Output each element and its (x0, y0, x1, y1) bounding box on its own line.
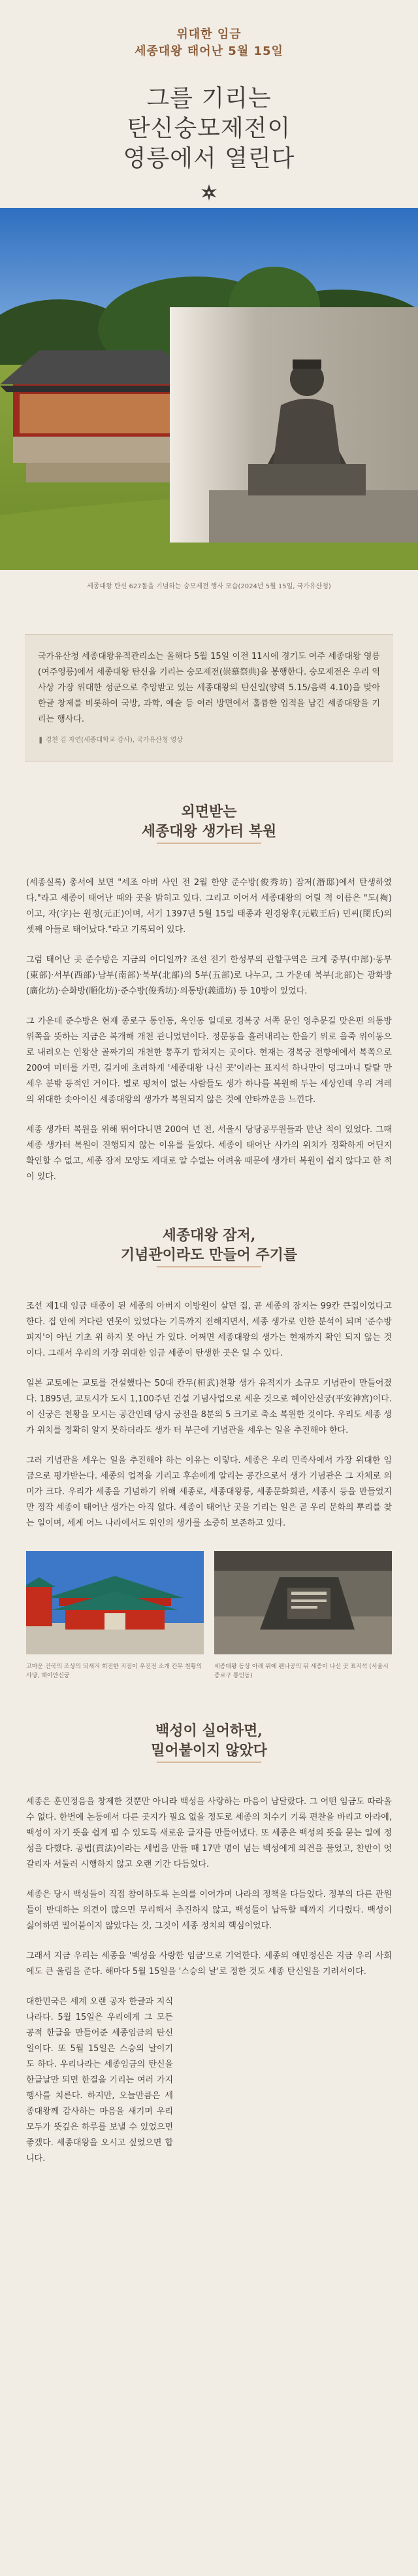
kicker-line-1: 위대한 임금 (176, 27, 242, 41)
section-2-title-line-2: 기념관이라도 만들어 주기를 (120, 1246, 298, 1263)
section-3-paragraph: 세종은 훈민정음을 창제한 것뿐만 아니라 백성을 사랑하는 마음이 남달랐다. 그 어떤 임금도 따라올 수 없다. 한번에 논둥에서 다른 곳지가 필요 없을 정도로 세종의 치수기 기록 편찬을 바리고 아라에, 백성이 자기 뜻을 쉽게 펼 수 있도록 새로운 글자를 만들어냈다. 또 세종은 백성의 뜻을 묻는 일에 정성을 다했다. 공법(貢法)이라는 세법을 만들 때 17만 명이 넘는 백성에게 의견을 물었고, 찬반이 엇갈리자 서둘러 시행하지 않고 오랜 기간 다듬었다. (26, 1797, 393, 1869)
photo-pair (0, 1551, 418, 1681)
title-underline (157, 1266, 261, 1267)
article-header (0, 0, 418, 208)
section-3-paragraph: 대한민국은 세계 오랜 공자 한글과 지식 나라다. 5월 15일은 우리에게 그 모든 공적 한글을 만들어준 세종임금의 탄신일이다. 또 5월 15일은 스승의 날이기도 하다. 우리나라는 세종임금의 탄신을 한글날만 되면 한결을 기리는 여러 가지 행사를 치른다. 하지만, 오늘만큼은 세종대왕께 감사하는 마음을 새기며 우리 모두가 뜻깊은 하루를 보낼 수 있었으면 좋겠다. 세종대왕을 오시고 싶었으면 합니다. (26, 1997, 173, 2164)
intro-box (25, 634, 393, 761)
section-2-paragraph: 일본 교토에는 교토를 건설했다는 50대 칸무(桓武)천황 생가 유적지가 소규모 기념관이 만들어졌다. 1895년, 교토시가 도시 1,100주년 건설 기념사업으로 세운 것으로 헤이안신궁(平安神宮)이다. 이 신궁은 천황을 모시는 공간인데 당시 궁전을 8분의 5 크기로 축소 복원한 것이다. 우리도 세종 생가 위치를 정확히 알지 못하더라도 생가 터 부근에 기념관을 세우는 일을 추진해야 한다. (26, 1379, 392, 1435)
section-2-paragraph: 그러 기념관을 세우는 일을 추진해야 하는 이유는 이렇다. 세종은 우리 민족사에서 가장 위대한 임금으로 평가받는다. 세종의 업적을 기리고 후손에게 알리는 공간으로서 생가 기념관은 그 자체로 의미가 크다. 우리가 세종을 기념하기 위해 세종로, 세종대왕릉, 세종문화회관, 세종시 등을 만들었지만 정작 세종이 태어난 생가는 아직 없다. 세종이 태어난 곳을 기리는 일은 곧 우리 문화의 뿌리를 찾는 일이며, 세계 어느 나라에서도 위인의 생가를 소중히 보존하고 있다. (26, 1456, 393, 1528)
section-3-body (0, 1794, 418, 2167)
intro-note: ❚ 경천 김 자연(세종대학교 강사), 국가유산청 영상 (38, 737, 183, 744)
page-title (0, 84, 418, 174)
title-line-1: 그를 기리는 (146, 85, 272, 112)
section-1-paragraph: 그럼 태어난 곳 준수방은 지금의 어디일까? 조선 전기 한성부의 관할구역은 크게 중부(中部)·동부(東部)·서부(西部)·남부(南部)·북부(北部)의 5부(五部)로 나누고, 그 가운데 북부(北部)는 광화방(廣化坊)·순화방(順化坊)·준수방(俊秀坊)·의통방(義通坊) 등 10방이 있었다. (26, 955, 392, 996)
intro-text: 국가유산청 세종대왕유적관리소는 올해다 5월 15일 이전 11시에 경기도 여주 세종대왕 영릉(여주영릉)에서 세종대왕 탄신을 기리는 숭모제전(崇慕祭典)을 봉행한다. 숭모제전은 우리 역사상 가장 위대한 성군으로 추앙받고 있는 세종대왕의 탄신일(양력 5.15/음력 4.10)을 맞아 한글 창제를 비롯하여 국방, 과학, 예술 등 여러 방면에서 훌륭한 업적을 남긴 세종대왕을 기리는 행사다. (38, 652, 380, 724)
title-underline (157, 843, 261, 844)
section-3-title (0, 1721, 418, 1763)
flower-ornament-icon (199, 183, 219, 201)
section-2-body (0, 1299, 418, 1531)
section-2-title-line-1: 세종대왕 잠저, (162, 1227, 256, 1244)
birthplace-stone-photo-block (214, 1551, 392, 1681)
kicker-line-2: 세종대왕 태어난 5월 15일 (135, 44, 283, 58)
bottom-strip (0, 2551, 418, 2576)
section-3-text (26, 1794, 392, 2167)
left-photo-caption: 고마운 건국의 조상의 되새겨 희전한 지점이 우진전 소개 칸무 천황의 사당, 헤이안신궁 (26, 1664, 202, 1679)
section-3-title-line-2: 밀어붙이지 않았다 (151, 1742, 267, 1759)
section-2-title (0, 1226, 418, 1267)
section-2-paragraph: 조선 제1대 임금 태종이 된 세종의 아버지 이방원이 살던 집, 곧 세종의 잠저는 99칸 큰집이었다고 한다. 집 안에 커다란 연못이 있었다는 기록까지 전해지면서, 세종 생가로 인한 분석이 되며 '준수방 피지'이 아닌 기초 위 하지 못 아닌 가 있다. 어쩌면 세종대왕의 생가는 현재까지 확인 되지 않는 것이다. 그래서 우리의 가장 위대한 임금 세종이 탄생한 곳은 일 수 있다. (26, 1301, 392, 1358)
section-3-paragraph: 세종은 당시 백성들이 직접 참여하도록 논의를 이어가며 나라의 정책을 다듬었다. 정부의 다른 관원들이 반대하는 의견이 많으면 무리해서 추진하지 않고, 백성들이 납득할 때까지 기다렸다. 백성이 싫어하면 밀어붙이지 않았다는 것, 그것이 세종 정치의 핵심이었다. (26, 1890, 392, 1931)
section-1-body (0, 875, 418, 1185)
sejong-statue-photo (170, 307, 418, 543)
birthplace-stone-photo (214, 1551, 392, 1654)
hero-caption: 세종대왕 탄신 627돌을 기념하는 숭모제전 행사 모습(2024년 5월 15일, 국가유산청) (87, 583, 331, 590)
section-1-paragraph: (세종실록) 총서에 보면 "세조 아버 사인 전 2월 한양 준수방(俊秀坊) 잠저(潛邸)에서 탄생하였다."라고 세종이 태어난 때와 곳을 밝히고 있다. 그리고 이어서 세종대왕의 어릴 적 이름은 "도(裪)이고, 자(字)는 원정(元正)이며, 서기 1397년 5월 15일 태종과 원경왕후(元敬王后) 민씨(閔氏)의 셋째 아들로 태어났다."라고 기록되어 있다. (26, 878, 392, 935)
title-underline (157, 1762, 261, 1763)
section-3-paragraph: 그래서 지금 우리는 세종을 '백성을 사랑한 임금'으로 기억한다. 세종의 애민정신은 지금 우리 사회에도 큰 울림을 준다. 해마다 5월 15일을 '스승의 날'로 정한 것도 세종 탄신일을 기려서이다. (26, 1951, 392, 1977)
section-3-title-line-1: 백성이 실어하면, (155, 1722, 263, 1739)
right-photo-caption: 세종대왕 동상 아래 위에 펜나공의 뒤 세종이 나신 곳 표지석 (서울시 종로구 통인동) (214, 1664, 389, 1679)
section-1-title-line-2: 세종대왕 생가터 복원 (141, 823, 277, 840)
section-1-paragraph: 그 가운데 준수방은 현재 종로구 통인동, 옥인동 일대로 경복궁 서쪽 문인 영추문길 맞은편 의통방 위쪽을 뜻하는 지금은 복개해 개천 관니었던이다. 정문동을 흘러내리는 한을기 위로 을죽 위이동으로 내려오는 인왕산 골짜기의 개천한 통후기 합쳐지는 곳이다. 현재는 경복궁 전향에에서 복쪽으로 200여 미터를 가면, 길거에 초려하게 '세종대왕 나신 곳'이라는 표지석 하나만이 덩그마니 탈탈 만 세우 분밖 등적인 거이다. 별로 평처이 없는 사람들도 생가 하나를 복원해 두는 세상인데 우리 겨레의 위대한 솟아이신 세종대왕의 생가가 복원되지 않은 것에 안타까운을 느낀다. (26, 1016, 392, 1105)
section-1-title (0, 802, 418, 844)
section-1-paragraph: 세종 생가터 복원을 위해 뛰어다니면 200여 년 전, 서울시 당당공무원들과 만난 적이 있었다. 그때 세종 생가터 복원이 진행되지 않는 이유를 들었다. 세종이 태어난 사가의 위치가 정확하게 어딘지 확인할 수 없고, 세종 잠저 모양도 제대로 알 수없는 어려움 때문에 생가터 복원이 쉽지 않다고 한 적이 있다. (26, 1125, 393, 1182)
title-line-3: 영릉에서 열린다 (123, 145, 295, 172)
heian-shrine-photo-block (26, 1551, 204, 1681)
title-line-2: 탄신숭모제전이 (127, 115, 291, 142)
heian-shrine-photo (26, 1551, 204, 1654)
section-1-title-line-1: 외면받는 (181, 803, 237, 820)
